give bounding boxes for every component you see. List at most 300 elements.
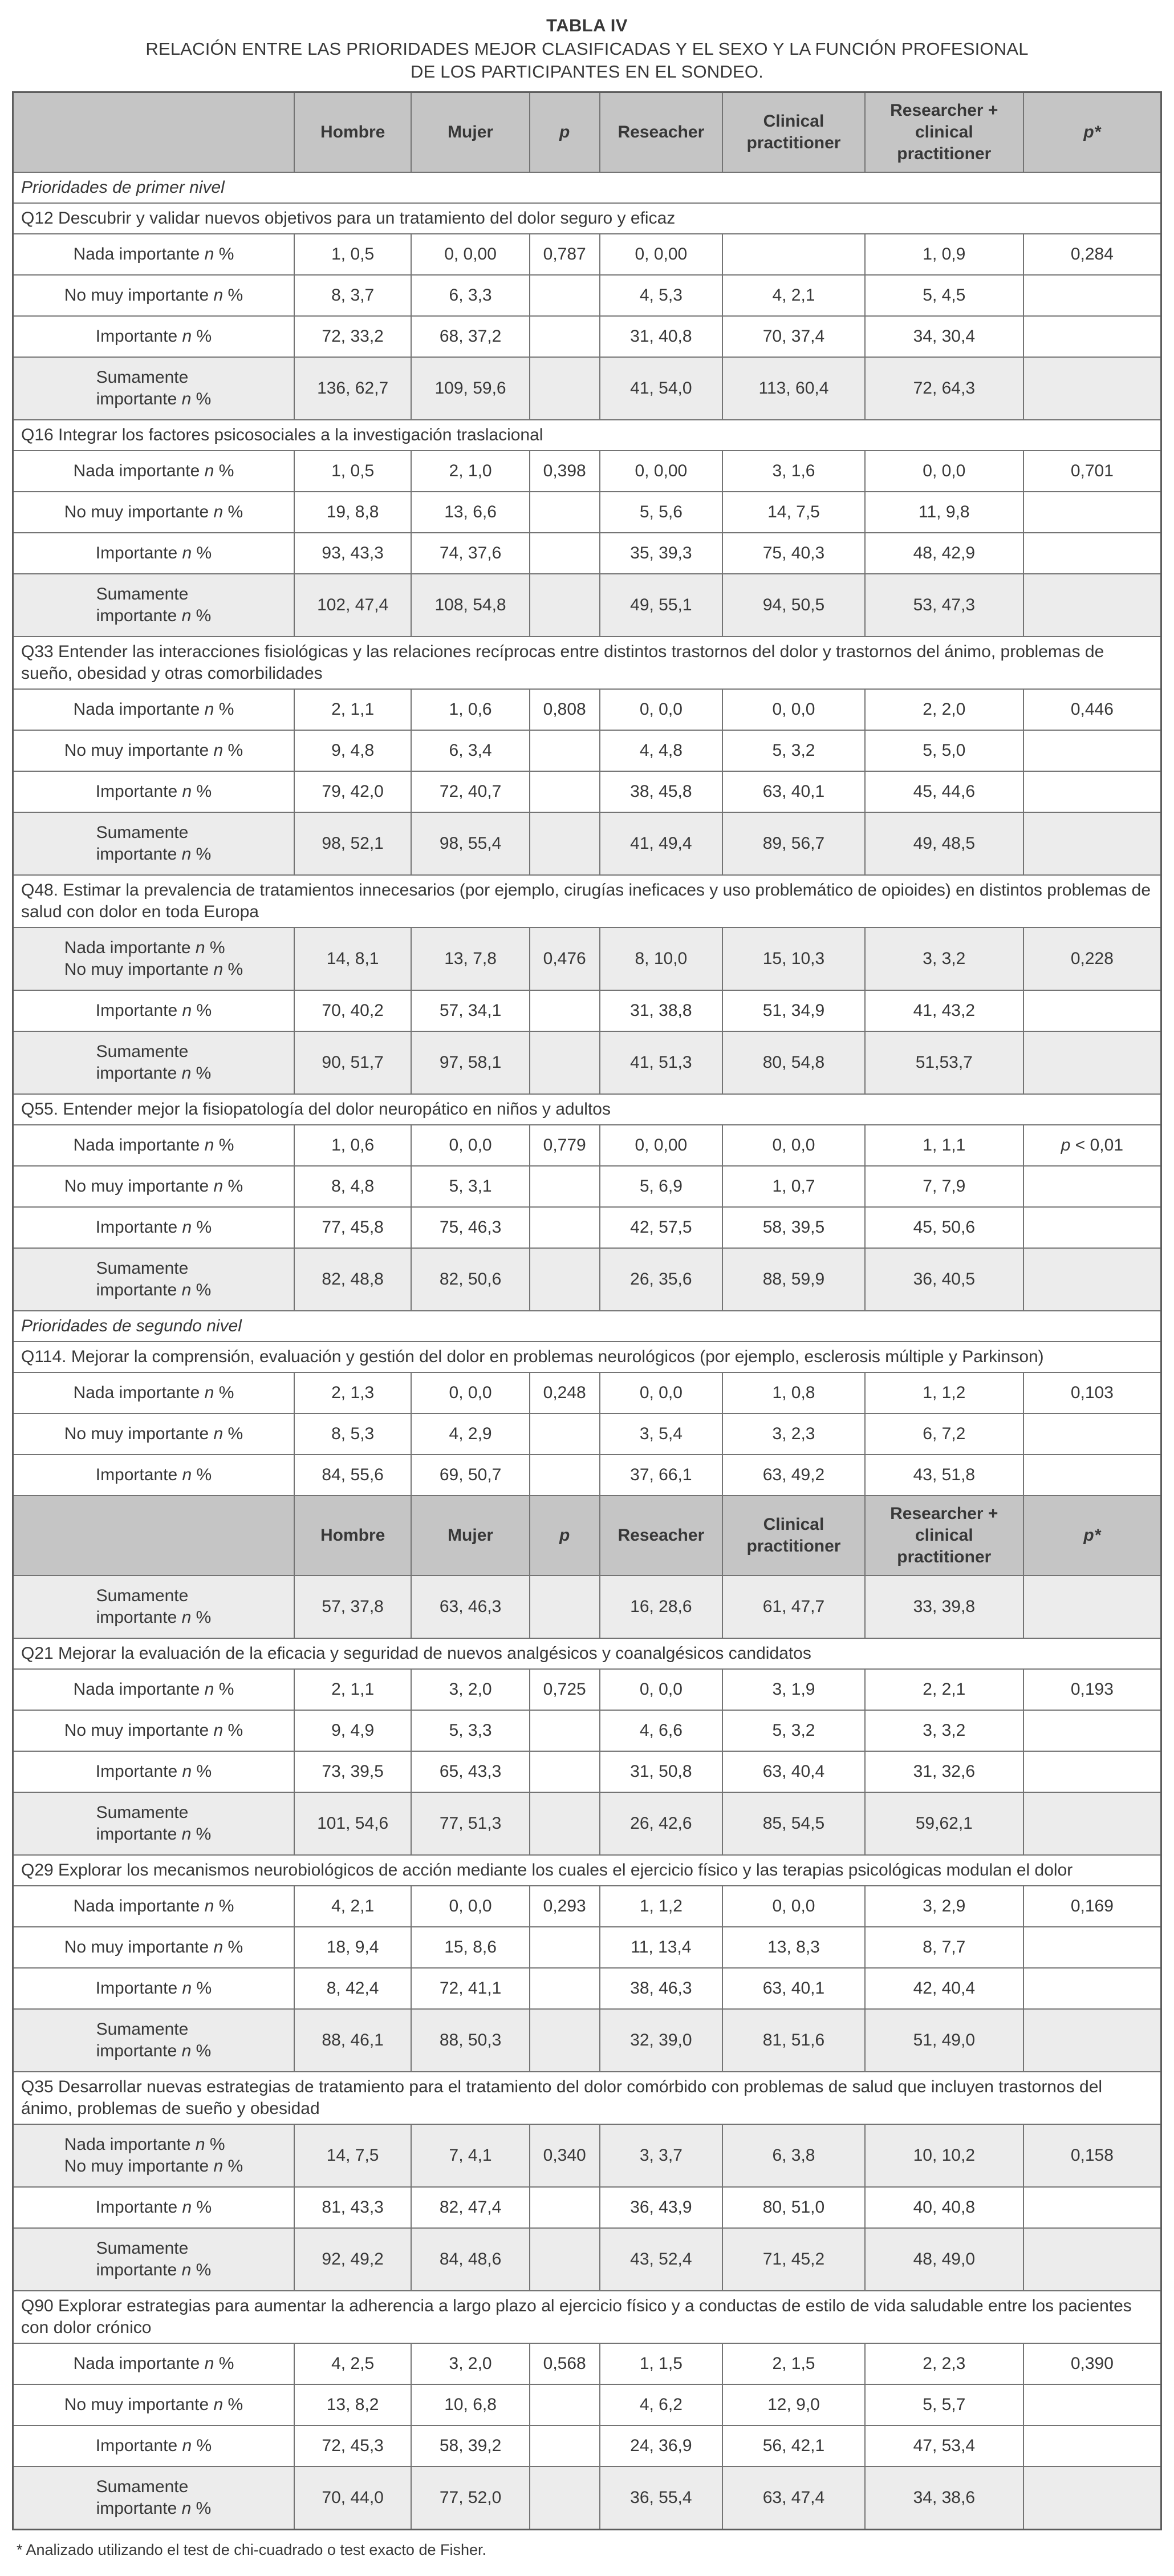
data-row xyxy=(13,1455,1161,1496)
row-label xyxy=(13,357,294,420)
section-row xyxy=(13,172,1161,203)
data-cell xyxy=(530,812,600,875)
data-cell: 72, 33,2 xyxy=(294,316,411,357)
data-cell: 0, 0,0 xyxy=(722,1886,865,1927)
data-cell: 97, 58,1 xyxy=(411,1031,529,1094)
data-cell xyxy=(530,1575,600,1638)
data-cell: 48, 42,9 xyxy=(865,533,1023,574)
data-cell: 82, 48,8 xyxy=(294,1248,411,1311)
data-row xyxy=(13,451,1161,492)
data-cell xyxy=(1023,1166,1161,1207)
data-cell xyxy=(530,275,600,316)
data-cell: 13, 6,6 xyxy=(411,492,529,533)
data-cell: 15, 8,6 xyxy=(411,1927,529,1968)
column-header: Clinical practitioner xyxy=(722,92,865,173)
data-cell: 81, 51,6 xyxy=(722,2009,865,2072)
data-cell: 70, 44,0 xyxy=(294,2466,411,2530)
data-row xyxy=(13,492,1161,533)
question-row xyxy=(13,1638,1161,1669)
question-row xyxy=(13,203,1161,234)
section-text: Prioridades de segundo nivel xyxy=(13,1311,1161,1342)
row-label xyxy=(13,234,294,275)
data-cell: 26, 42,6 xyxy=(600,1792,722,1855)
data-cell: 5, 3,3 xyxy=(411,1710,529,1751)
data-cell xyxy=(530,1455,600,1496)
question-text: Q16 Integrar los factores psicosociales a la investigación traslacional xyxy=(13,420,1161,451)
data-cell: 4, 6,6 xyxy=(600,1710,722,1751)
data-row xyxy=(13,2384,1161,2425)
data-cell xyxy=(1023,1413,1161,1455)
data-cell: 42, 40,4 xyxy=(865,1968,1023,2009)
data-cell: 75, 40,3 xyxy=(722,533,865,574)
data-cell: 0,779 xyxy=(530,1125,600,1166)
data-cell: 75, 46,3 xyxy=(411,1207,529,1248)
data-cell: 0,284 xyxy=(1023,234,1161,275)
data-cell: 2, 1,1 xyxy=(294,1669,411,1710)
data-cell: 18, 9,4 xyxy=(294,1927,411,1968)
data-cell xyxy=(530,990,600,1031)
data-cell: 88, 46,1 xyxy=(294,2009,411,2072)
row-label-text: Sumamente importante n % xyxy=(96,368,212,408)
data-cell: 47, 53,4 xyxy=(865,2425,1023,2466)
row-label-text: Importante n % xyxy=(95,544,212,562)
data-cell: 3, 1,9 xyxy=(722,1669,865,1710)
data-cell xyxy=(1023,1927,1161,1968)
data-cell: 0,228 xyxy=(1023,927,1161,990)
row-label-text: Nada importante n % xyxy=(73,1136,234,1155)
data-cell: 92, 49,2 xyxy=(294,2228,411,2291)
row-label xyxy=(13,2343,294,2384)
data-cell xyxy=(1023,2009,1161,2072)
data-cell xyxy=(530,1792,600,1855)
data-cell: 0,398 xyxy=(530,451,600,492)
data-cell: 0,446 xyxy=(1023,689,1161,730)
data-row xyxy=(13,1575,1161,1638)
data-cell: 0, 0,0 xyxy=(411,1125,529,1166)
row-label xyxy=(13,316,294,357)
data-cell: 6, 7,2 xyxy=(865,1413,1023,1455)
data-row xyxy=(13,1927,1161,1968)
data-cell: 1, 1,2 xyxy=(600,1886,722,1927)
row-label-text: Sumamente importante n % xyxy=(96,1803,212,1844)
data-cell: 5, 3,2 xyxy=(722,730,865,771)
data-cell: 1, 0,8 xyxy=(722,1372,865,1413)
question-text: Q12 Descubrir y validar nuevos objetivos para un tratamiento del dolor seguro y eficaz xyxy=(13,203,1161,234)
row-label xyxy=(13,1968,294,2009)
data-cell: 63, 49,2 xyxy=(722,1455,865,1496)
data-row xyxy=(13,2425,1161,2466)
data-cell xyxy=(530,771,600,812)
row-label-text: No muy importante n % xyxy=(64,1177,243,1196)
data-cell: 11, 9,8 xyxy=(865,492,1023,533)
data-cell: 90, 51,7 xyxy=(294,1031,411,1094)
data-cell xyxy=(1023,2384,1161,2425)
row-label xyxy=(13,2425,294,2466)
data-cell: 45, 50,6 xyxy=(865,1207,1023,1248)
row-label xyxy=(13,1886,294,1927)
data-cell: 4, 4,8 xyxy=(600,730,722,771)
row-label xyxy=(13,1166,294,1207)
question-text: Q21 Mejorar la evaluación de la eficacia y seguridad de nuevos analgésicos y coanalgésicos candidatos xyxy=(13,1638,1161,1669)
data-cell: 0,725 xyxy=(530,1669,600,1710)
row-label-text: Nada importante n % xyxy=(73,700,234,719)
data-row xyxy=(13,1751,1161,1792)
data-cell xyxy=(530,2187,600,2228)
row-label-text: Sumamente importante n % xyxy=(96,2477,212,2518)
data-cell: 113, 60,4 xyxy=(722,357,865,420)
data-cell: 0,158 xyxy=(1023,2124,1161,2187)
data-cell: 4, 2,1 xyxy=(722,275,865,316)
data-cell: 108, 54,8 xyxy=(411,574,529,637)
data-cell: 0,293 xyxy=(530,1886,600,1927)
data-cell: 72, 64,3 xyxy=(865,357,1023,420)
data-cell: 3, 2,3 xyxy=(722,1413,865,1455)
row-label xyxy=(13,1248,294,1311)
question-row xyxy=(13,875,1161,927)
row-label xyxy=(13,1207,294,1248)
data-cell: 0,193 xyxy=(1023,1669,1161,1710)
data-cell: 1, 0,9 xyxy=(865,234,1023,275)
data-row xyxy=(13,990,1161,1031)
data-cell: 8, 5,3 xyxy=(294,1413,411,1455)
data-cell: 136, 62,7 xyxy=(294,357,411,420)
data-cell: 38, 45,8 xyxy=(600,771,722,812)
question-row xyxy=(13,2291,1161,2343)
table-subtitle-line2: DE LOS PARTICIPANTES EN EL SONDEO. xyxy=(411,62,763,82)
row-label-text: Sumamente importante n % xyxy=(96,585,212,625)
data-cell: 5, 6,9 xyxy=(600,1166,722,1207)
question-row xyxy=(13,1342,1161,1372)
data-cell: 5, 4,5 xyxy=(865,275,1023,316)
data-row xyxy=(13,1031,1161,1094)
row-label-text: Importante n % xyxy=(95,1218,212,1237)
row-label-text: Sumamente importante n % xyxy=(96,2239,212,2279)
data-cell xyxy=(530,1207,600,1248)
row-label-text: Nada importante n % xyxy=(73,2354,234,2373)
row-label-text: Importante n % xyxy=(95,2198,212,2217)
data-cell xyxy=(1023,574,1161,637)
row-label-text: Nada importante n % xyxy=(73,1383,234,1402)
data-cell: 0, 0,0 xyxy=(411,1886,529,1927)
row-label-text: Sumamente importante n % xyxy=(96,2020,212,2060)
data-cell: 57, 37,8 xyxy=(294,1575,411,1638)
table-footnote: * Analizado utilizando el test de chi-cuadrado o test exacto de Fisher. xyxy=(17,2541,487,2558)
data-row xyxy=(13,1166,1161,1207)
row-label xyxy=(13,2228,294,2291)
data-cell: 74, 37,6 xyxy=(411,533,529,574)
data-cell: 41, 49,4 xyxy=(600,812,722,875)
row-label xyxy=(13,533,294,574)
row-label xyxy=(13,990,294,1031)
data-row xyxy=(13,1669,1161,1710)
data-cell: 7, 4,1 xyxy=(411,2124,529,2187)
data-cell: 72, 41,1 xyxy=(411,1968,529,2009)
column-header: Hombre xyxy=(294,92,411,173)
data-cell: 0, 0,0 xyxy=(600,689,722,730)
row-label xyxy=(13,812,294,875)
section-text: Prioridades de primer nivel xyxy=(13,172,1161,203)
row-label xyxy=(13,1751,294,1792)
data-cell xyxy=(1023,2466,1161,2530)
data-cell: 98, 55,4 xyxy=(411,812,529,875)
data-cell xyxy=(1023,771,1161,812)
data-cell: 9, 4,8 xyxy=(294,730,411,771)
data-cell: 33, 39,8 xyxy=(865,1575,1023,1638)
data-cell: 84, 55,6 xyxy=(294,1455,411,1496)
data-cell: 2, 2,3 xyxy=(865,2343,1023,2384)
row-label-text: No muy importante n % xyxy=(64,1938,243,1957)
row-label-text: No muy importante n % xyxy=(64,1424,243,1443)
data-cell: 9, 4,9 xyxy=(294,1710,411,1751)
data-cell: 0, 0,0 xyxy=(411,1372,529,1413)
data-cell: 6, 3,3 xyxy=(411,275,529,316)
row-label-text: Sumamente importante n % xyxy=(96,823,212,864)
data-cell: 8, 42,4 xyxy=(294,1968,411,2009)
data-cell xyxy=(530,1413,600,1455)
data-cell xyxy=(1023,1751,1161,1792)
data-cell: 56, 42,1 xyxy=(722,2425,865,2466)
section-row xyxy=(13,1311,1161,1342)
data-cell: 82, 50,6 xyxy=(411,1248,529,1311)
data-cell: 1, 1,1 xyxy=(865,1125,1023,1166)
question-text: Q114. Mejorar la comprensión, evaluación y gestión del dolor en problemas neurológicos (por ejemplo, esclerosis múltiple y Parkinson) xyxy=(13,1342,1161,1372)
row-label xyxy=(13,1031,294,1094)
data-row xyxy=(13,1372,1161,1413)
data-cell: 8, 3,7 xyxy=(294,275,411,316)
row-label xyxy=(13,2009,294,2072)
row-label-text: No muy importante n % xyxy=(64,2395,243,2414)
data-cell: 69, 50,7 xyxy=(411,1455,529,1496)
data-row xyxy=(13,771,1161,812)
row-label-text: No muy importante n % xyxy=(64,1721,243,1740)
row-label-text: Importante n % xyxy=(95,782,212,801)
data-cell xyxy=(530,357,600,420)
data-cell: 3, 3,2 xyxy=(865,1710,1023,1751)
column-header xyxy=(13,1496,294,1575)
row-label-text: Nada importante n % xyxy=(73,245,234,264)
data-cell: 0, 0,00 xyxy=(411,234,529,275)
data-row xyxy=(13,2466,1161,2530)
data-cell xyxy=(530,1710,600,1751)
data-cell: 10, 6,8 xyxy=(411,2384,529,2425)
data-cell: 1, 0,5 xyxy=(294,234,411,275)
data-cell: 2, 2,1 xyxy=(865,1669,1023,1710)
table-title: TABLA IV xyxy=(546,15,628,35)
data-cell: 5, 5,0 xyxy=(865,730,1023,771)
row-label-text: Importante n % xyxy=(95,327,212,346)
data-cell: 0,390 xyxy=(1023,2343,1161,2384)
question-text: Q33 Entender las interacciones fisiológicas y las relaciones recíprocas entre distintos trastornos del dolor y trastornos del ánimo, problemas de sueño, obesidad y otras comorbilidades xyxy=(13,637,1161,689)
data-cell: 85, 54,5 xyxy=(722,1792,865,1855)
data-cell: 72, 45,3 xyxy=(294,2425,411,2466)
row-label xyxy=(13,689,294,730)
row-label xyxy=(13,2466,294,2530)
data-cell xyxy=(1023,492,1161,533)
data-row xyxy=(13,1792,1161,1855)
data-cell: 40, 40,8 xyxy=(865,2187,1023,2228)
data-cell: 88, 50,3 xyxy=(411,2009,529,2072)
data-cell: 0,568 xyxy=(530,2343,600,2384)
row-label xyxy=(13,451,294,492)
row-label-text: Nada importante n % No muy importante n % xyxy=(64,2135,243,2176)
question-text: Q29 Explorar los mecanismos neurobiológicos de acción mediante los cuales el ejercicio físico y las terapias psicológicas modulan el dolor xyxy=(13,1855,1161,1886)
data-cell: 0, 0,00 xyxy=(600,451,722,492)
title-block xyxy=(12,14,1162,83)
data-cell: 0,808 xyxy=(530,689,600,730)
data-cell: 58, 39,2 xyxy=(411,2425,529,2466)
data-cell: 2, 1,3 xyxy=(294,1372,411,1413)
data-cell: 80, 54,8 xyxy=(722,1031,865,1094)
row-label-text: No muy importante n % xyxy=(64,741,243,760)
data-cell xyxy=(1023,1248,1161,1311)
data-cell: 49, 55,1 xyxy=(600,574,722,637)
data-cell: 77, 51,3 xyxy=(411,1792,529,1855)
column-header: Reseacher xyxy=(600,92,722,173)
row-label-text: Importante n % xyxy=(95,1762,212,1781)
data-cell: 89, 56,7 xyxy=(722,812,865,875)
column-header: Researcher + clinical practitioner xyxy=(865,1496,1023,1575)
row-label-text: Nada importante n % xyxy=(73,1680,234,1699)
row-label xyxy=(13,275,294,316)
data-cell: p < 0,01 xyxy=(1023,1125,1161,1166)
data-row xyxy=(13,1413,1161,1455)
data-cell: 36, 55,4 xyxy=(600,2466,722,2530)
data-cell: 68, 37,2 xyxy=(411,316,529,357)
data-cell: 16, 28,6 xyxy=(600,1575,722,1638)
data-cell: 0, 0,0 xyxy=(722,1125,865,1166)
data-cell: 0,787 xyxy=(530,234,600,275)
question-text: Q55. Entender mejor la fisiopatología del dolor neuropático en niños y adultos xyxy=(13,1094,1161,1125)
data-cell xyxy=(1023,1792,1161,1855)
data-cell: 57, 34,1 xyxy=(411,990,529,1031)
data-cell: 61, 47,7 xyxy=(722,1575,865,1638)
data-cell: 59,62,1 xyxy=(865,1792,1023,1855)
data-cell xyxy=(1023,2425,1161,2466)
data-row xyxy=(13,927,1161,990)
row-label xyxy=(13,1455,294,1496)
data-cell: 82, 47,4 xyxy=(411,2187,529,2228)
data-row xyxy=(13,1125,1161,1166)
row-label xyxy=(13,1792,294,1855)
data-cell: 3, 2,0 xyxy=(411,2343,529,2384)
row-label xyxy=(13,927,294,990)
row-label xyxy=(13,1413,294,1455)
data-row xyxy=(13,2187,1161,2228)
data-cell: 0,701 xyxy=(1023,451,1161,492)
column-header: Hombre xyxy=(294,1496,411,1575)
row-label xyxy=(13,574,294,637)
data-cell: 2, 2,0 xyxy=(865,689,1023,730)
data-row xyxy=(13,1248,1161,1311)
data-cell xyxy=(530,1031,600,1094)
question-row xyxy=(13,1855,1161,1886)
column-header: Mujer xyxy=(411,92,529,173)
data-cell: 4, 2,9 xyxy=(411,1413,529,1455)
data-cell: 70, 40,2 xyxy=(294,990,411,1031)
data-row xyxy=(13,357,1161,420)
row-label-text: Sumamente importante n % xyxy=(96,1042,212,1083)
priorities-table xyxy=(12,91,1162,2530)
column-header: p xyxy=(530,1496,600,1575)
question-row xyxy=(13,420,1161,451)
data-cell: 0, 0,0 xyxy=(722,689,865,730)
data-row xyxy=(13,1886,1161,1927)
data-cell xyxy=(1023,812,1161,875)
data-cell: 6, 3,8 xyxy=(722,2124,865,2187)
data-row xyxy=(13,533,1161,574)
row-label xyxy=(13,1669,294,1710)
question-text: Q48. Estimar la prevalencia de tratamientos innecesarios (por ejemplo, cirugías ineficaces y uso problemático de opioides) en distintos problemas de salud con dolor en toda Europa xyxy=(13,875,1161,927)
data-cell: 63, 47,4 xyxy=(722,2466,865,2530)
data-cell: 15, 10,3 xyxy=(722,927,865,990)
data-cell: 36, 43,9 xyxy=(600,2187,722,2228)
row-label xyxy=(13,771,294,812)
data-cell: 0, 0,0 xyxy=(865,451,1023,492)
data-row xyxy=(13,689,1161,730)
data-cell: 6, 3,4 xyxy=(411,730,529,771)
data-cell: 0,340 xyxy=(530,2124,600,2187)
data-cell: 3, 2,9 xyxy=(865,1886,1023,1927)
data-cell xyxy=(1023,533,1161,574)
data-cell xyxy=(722,234,865,275)
data-cell: 43, 52,4 xyxy=(600,2228,722,2291)
row-label-text: Sumamente importante n % xyxy=(96,1586,212,1627)
data-cell xyxy=(1023,2228,1161,2291)
data-cell: 4, 2,5 xyxy=(294,2343,411,2384)
data-cell xyxy=(1023,1710,1161,1751)
data-cell: 72, 40,7 xyxy=(411,771,529,812)
data-cell: 34, 38,6 xyxy=(865,2466,1023,2530)
data-row xyxy=(13,2009,1161,2072)
data-cell: 13, 8,3 xyxy=(722,1927,865,1968)
data-cell: 1, 1,2 xyxy=(865,1372,1023,1413)
data-cell xyxy=(530,492,600,533)
data-cell xyxy=(530,2425,600,2466)
data-cell: 38, 46,3 xyxy=(600,1968,722,2009)
data-cell: 73, 39,5 xyxy=(294,1751,411,1792)
data-cell xyxy=(1023,1575,1161,1638)
question-text: Q35 Desarrollar nuevas estrategias de tratamiento para el tratamiento del dolor comórbido con problemas de salud que incluyen trastornos del ánimo, problemas de sueño y obesidad xyxy=(13,2072,1161,2124)
data-cell: 71, 45,2 xyxy=(722,2228,865,2291)
data-cell: 1, 0,6 xyxy=(411,689,529,730)
data-cell: 8, 10,0 xyxy=(600,927,722,990)
data-cell: 5, 3,2 xyxy=(722,1710,865,1751)
data-cell: 51,53,7 xyxy=(865,1031,1023,1094)
data-cell: 31, 38,8 xyxy=(600,990,722,1031)
data-cell xyxy=(530,316,600,357)
data-cell: 32, 39,0 xyxy=(600,2009,722,2072)
row-label xyxy=(13,1575,294,1638)
data-cell: 63, 40,1 xyxy=(722,1968,865,2009)
data-cell: 0, 0,0 xyxy=(600,1372,722,1413)
data-row xyxy=(13,2228,1161,2291)
data-cell: 94, 50,5 xyxy=(722,574,865,637)
data-cell: 5, 5,6 xyxy=(600,492,722,533)
data-cell xyxy=(530,1166,600,1207)
data-cell: 0, 0,0 xyxy=(600,1669,722,1710)
data-cell: 2, 1,1 xyxy=(294,689,411,730)
data-cell: 1, 0,5 xyxy=(294,451,411,492)
data-cell: 31, 32,6 xyxy=(865,1751,1023,1792)
data-cell: 0,248 xyxy=(530,1372,600,1413)
data-cell: 13, 8,2 xyxy=(294,2384,411,2425)
data-row xyxy=(13,275,1161,316)
data-cell: 26, 35,6 xyxy=(600,1248,722,1311)
data-cell: 109, 59,6 xyxy=(411,357,529,420)
data-cell: 37, 66,1 xyxy=(600,1455,722,1496)
column-header: Reseacher xyxy=(600,1496,722,1575)
data-cell: 8, 4,8 xyxy=(294,1166,411,1207)
